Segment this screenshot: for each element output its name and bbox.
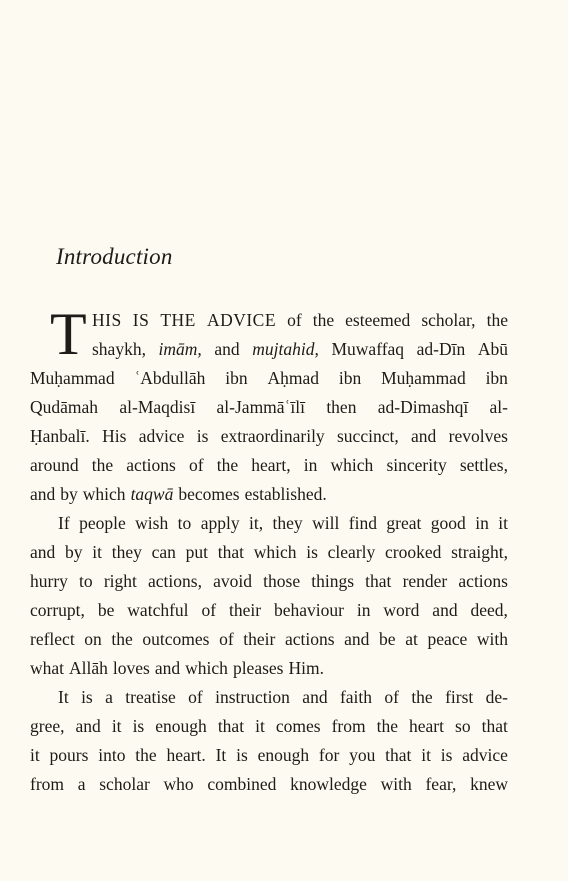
word: from	[30, 774, 65, 794]
word: and	[75, 716, 101, 736]
word: outcomes	[142, 629, 210, 649]
word: of	[188, 687, 203, 707]
word: sincerity	[386, 455, 447, 475]
word: Allāh	[69, 658, 108, 678]
word: watchful	[127, 600, 189, 620]
text-line	[30, 770, 508, 799]
text-line	[30, 451, 508, 480]
word: His	[102, 426, 127, 446]
word: ibn	[225, 368, 248, 388]
text-line	[30, 422, 508, 451]
word: on	[84, 629, 102, 649]
word: it	[255, 716, 265, 736]
word: it	[30, 745, 40, 765]
chapter-title: Introduction	[56, 244, 173, 269]
word: it,	[249, 513, 264, 533]
word: with	[476, 629, 508, 649]
word: behaviour	[273, 600, 344, 620]
word: their	[228, 600, 262, 620]
word: advice	[462, 745, 508, 765]
word: gree,	[30, 716, 65, 736]
word: revolves	[448, 426, 508, 446]
word: is	[440, 745, 453, 765]
word: crooked	[385, 542, 442, 562]
word: treatise	[125, 687, 176, 707]
word: the	[91, 455, 114, 475]
word: the	[411, 687, 433, 707]
word: becomes	[178, 484, 240, 504]
word: corrupt,	[30, 600, 85, 620]
word: be	[379, 629, 396, 649]
word: that	[385, 745, 412, 765]
word: apply	[200, 513, 240, 533]
text-line	[30, 712, 508, 741]
word: it	[111, 716, 122, 736]
word: and	[302, 687, 328, 707]
word: put	[185, 542, 208, 562]
word: is	[81, 687, 93, 707]
word: to	[79, 571, 93, 591]
text-line	[30, 538, 508, 567]
word: their	[243, 629, 276, 649]
word: and	[432, 600, 458, 620]
word: THE	[160, 310, 196, 330]
word: IS	[132, 310, 150, 330]
word: with	[380, 774, 412, 794]
word: the	[135, 745, 157, 765]
word: that	[217, 542, 244, 562]
word: which	[253, 542, 297, 562]
word: enough	[155, 716, 207, 736]
word: ibn	[338, 368, 362, 388]
word: who	[163, 774, 194, 794]
text-line	[30, 335, 508, 364]
word: around	[30, 455, 79, 475]
word: fear,	[425, 774, 457, 794]
word: If	[58, 513, 70, 533]
word: Aḥmad	[267, 368, 320, 388]
word: that	[217, 716, 245, 736]
word: knowledge	[290, 774, 367, 794]
word: actions	[284, 629, 335, 649]
word: Him.	[288, 658, 324, 678]
word: that	[365, 571, 392, 591]
word: and	[154, 658, 181, 678]
text-line	[30, 364, 508, 393]
word: which	[82, 484, 126, 504]
text-line	[30, 741, 508, 770]
word: It	[215, 745, 227, 765]
word: ibn	[485, 368, 508, 388]
word: of	[189, 455, 204, 475]
text-line	[30, 480, 508, 509]
word: and	[344, 629, 370, 649]
word: reflect	[30, 629, 75, 649]
word: great	[386, 513, 422, 533]
word: is	[132, 716, 145, 736]
word: established.	[244, 484, 327, 504]
word: It	[58, 687, 69, 707]
word: and	[214, 339, 240, 359]
word: Abū	[477, 339, 508, 359]
word: pleases	[232, 658, 284, 678]
word: imām,	[158, 339, 202, 359]
word: mujtahid,	[252, 339, 319, 359]
word: Qudāmah	[30, 397, 99, 417]
word: first	[445, 687, 474, 707]
word: they	[111, 542, 142, 562]
word: deed,	[470, 600, 508, 620]
word: the	[216, 455, 239, 475]
word: which	[185, 658, 228, 678]
text-line	[30, 393, 508, 422]
word: a	[105, 687, 113, 707]
word: extraordinarily	[220, 426, 325, 446]
word: de-	[485, 687, 508, 707]
word: actions	[458, 571, 508, 591]
drop-cap: T	[50, 301, 87, 367]
word: knew	[470, 774, 508, 794]
word: by	[60, 484, 78, 504]
word: at	[405, 629, 418, 649]
word: by	[65, 542, 83, 562]
word: straight,	[451, 542, 508, 562]
word: loves	[112, 658, 150, 678]
word: enough	[257, 745, 310, 765]
word: will	[312, 513, 340, 533]
word: into	[98, 745, 126, 765]
word: scholar	[99, 774, 150, 794]
word: Ḥanbalī.	[30, 426, 90, 446]
word: for	[318, 745, 340, 765]
word: avoid	[213, 571, 252, 591]
word: right	[103, 571, 137, 591]
word: ad-Dīn	[416, 339, 466, 359]
word: it	[92, 542, 102, 562]
word: of	[219, 629, 234, 649]
word: it	[421, 745, 431, 765]
word: taqwā	[130, 484, 174, 504]
word: Muḥammad	[30, 368, 115, 388]
word: the	[111, 629, 133, 649]
text-line	[30, 306, 508, 335]
word: things	[311, 571, 355, 591]
word: to	[177, 513, 192, 533]
word: is	[306, 542, 318, 562]
word: actions	[126, 455, 176, 475]
word: of	[384, 687, 399, 707]
word: word	[383, 600, 420, 620]
text-line	[30, 596, 508, 625]
word: HIS	[92, 310, 122, 330]
word: in	[475, 513, 489, 533]
word: heart	[409, 716, 444, 736]
word: settles,	[459, 455, 508, 475]
word: the	[486, 310, 508, 330]
word: and	[30, 484, 56, 504]
word: in	[303, 455, 318, 475]
text-line	[30, 625, 508, 654]
word: people	[79, 513, 126, 533]
word: can	[151, 542, 176, 562]
word: then	[326, 397, 357, 417]
word: al-	[489, 397, 508, 417]
body-text	[30, 301, 508, 799]
word: ADVICE	[206, 310, 277, 330]
word: shaykh,	[92, 339, 146, 359]
text-line	[30, 654, 508, 683]
word: they	[272, 513, 303, 533]
word: Muḥammad	[381, 368, 466, 388]
word: actions,	[148, 571, 202, 591]
word: in	[356, 600, 371, 620]
word: a	[77, 774, 86, 794]
word: al-Jammāʿīlī	[216, 397, 305, 417]
word: of	[201, 600, 217, 620]
word: esteemed	[345, 310, 411, 330]
word: the	[376, 716, 398, 736]
word: hurry	[30, 571, 68, 591]
word: from	[331, 716, 366, 736]
word: succinct,	[337, 426, 399, 446]
word: Muwaffaq	[331, 339, 405, 359]
word: the	[312, 310, 335, 330]
word: is	[236, 745, 248, 765]
word: ad-Dimashqī	[377, 397, 469, 417]
word: pours	[49, 745, 89, 765]
word: combined	[207, 774, 277, 794]
word: is	[196, 426, 209, 446]
word: that	[481, 716, 508, 736]
word: good	[430, 513, 466, 533]
word: al-Maqdisī	[119, 397, 196, 417]
text-line	[30, 509, 508, 538]
word: heart.	[166, 745, 206, 765]
word: ʿAbdullāh	[134, 368, 206, 388]
word: which	[330, 455, 374, 475]
word: faith	[339, 687, 373, 707]
word: so	[455, 716, 471, 736]
word: of	[287, 310, 302, 330]
text-line	[30, 683, 508, 712]
word: heart,	[251, 455, 291, 475]
word: and	[411, 426, 437, 446]
word: those	[263, 571, 301, 591]
word: render	[402, 571, 448, 591]
word: peace	[427, 629, 468, 649]
word: comes	[275, 716, 321, 736]
word: it	[498, 513, 508, 533]
word: be	[97, 600, 115, 620]
word: wish	[135, 513, 169, 533]
text-line	[30, 567, 508, 596]
word: what	[30, 658, 65, 678]
word: find	[348, 513, 377, 533]
word: advice	[138, 426, 185, 446]
word: scholar,	[421, 310, 476, 330]
word: and	[30, 542, 56, 562]
word: instruction	[215, 687, 290, 707]
word: you	[349, 745, 376, 765]
word: clearly	[327, 542, 376, 562]
